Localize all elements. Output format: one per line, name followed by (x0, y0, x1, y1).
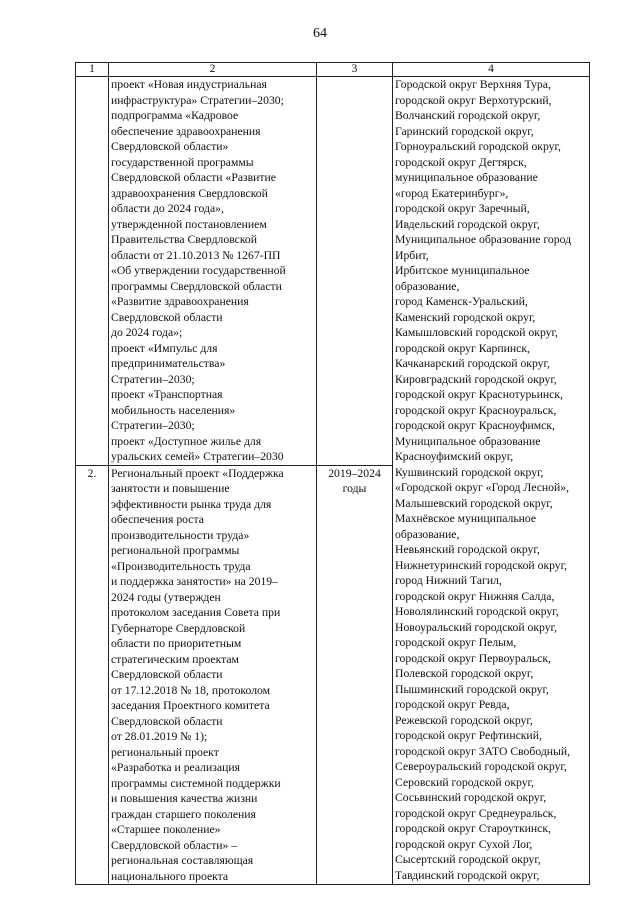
description-line: национального проекта (111, 869, 229, 883)
description-line: «Старшее поколение» (111, 823, 221, 836)
description-line: и поддержка занятости» на 2019– (111, 575, 278, 588)
description-line: заседания Проектного комитета (111, 699, 270, 712)
district-item: городской округ Ревда, (395, 698, 510, 711)
row-period (317, 465, 393, 885)
district-item: городской округ Среднеуральск, (395, 806, 557, 820)
row-period (317, 77, 393, 466)
description-line: Свердловской области (111, 310, 223, 324)
district-item: Сысертский городской округ, (395, 853, 541, 866)
description-line: Свердловской области (111, 714, 223, 728)
description-line: эффективности рынка труда для (111, 497, 272, 511)
description-line: обеспечения роста (111, 513, 204, 526)
column-header: 2 (109, 63, 317, 77)
description-line: и повышения качества жизни (111, 792, 258, 805)
description-line: области по приоритетным (111, 637, 242, 650)
row-number (76, 77, 109, 466)
description-line: предпринимательства» (111, 357, 226, 370)
row-description (109, 465, 317, 885)
district-item: образование, (395, 527, 460, 541)
district-item: Муниципальное образование город (395, 233, 572, 246)
description-line: Свердловской области» – (111, 838, 238, 852)
description-line: от 28.01.2019 № 1); (111, 730, 208, 743)
district-item: Махнёвское муниципальное (395, 512, 537, 525)
description-line: «Разработка и реализация (111, 761, 240, 774)
description-line: 2024 годы (утвержден (111, 590, 221, 604)
district-item: Ирбитское муниципальное (395, 264, 530, 277)
district-item: городской округ Рефтинский, (395, 729, 542, 742)
district-item: город Каменск-Уральский, (395, 295, 528, 308)
period-line: 2019–2024 (328, 466, 381, 480)
description-line: государственной программы (111, 155, 254, 169)
description-line: Свердловской области (111, 668, 223, 681)
districts-list (393, 77, 590, 885)
district-item: городской округ Карпинск, (395, 341, 530, 355)
district-item: городской округ Заречный, (395, 202, 530, 215)
district-item: Нижнетуринский городской округ, (395, 558, 568, 572)
district-item: Режевской городской округ, (395, 713, 533, 727)
district-item: городской округ Дегтярск, (395, 155, 527, 169)
page-number: 64 (313, 26, 327, 41)
district-item: городской округ Красноуральск, (395, 403, 557, 417)
description-line: региональная составляющая (111, 854, 254, 867)
row-description (109, 77, 317, 466)
description-line: Свердловской области «Развитие (111, 171, 276, 184)
description-line: региональной программы (111, 544, 240, 557)
district-item: городской округ Верхотурский, (395, 93, 552, 107)
description-line: подпрограмма «Кадровое (111, 109, 239, 122)
district-item: Муниципальное образование (395, 434, 541, 448)
district-item: «Городской округ «Город Лесной», (395, 481, 570, 494)
description-line: Стратегии–2030; (111, 372, 195, 386)
description-line: проект «Доступное жилье для (111, 434, 262, 448)
district-item: Каменский городской округ, (395, 310, 536, 324)
district-item: образование, (395, 279, 460, 293)
description-line: проект «Транспортная (111, 388, 223, 401)
row-number: 2. (76, 465, 109, 885)
district-item: Сосьвинский городской округ, (395, 791, 547, 804)
district-item: Североуральский городской округ, (395, 760, 567, 773)
table-row (76, 77, 590, 466)
description-line: Правительства Свердловской (111, 233, 258, 246)
district-item: Серовский городской округ, (395, 775, 534, 789)
description-line: Губернаторе Свердловской (111, 621, 246, 635)
description-line: «Об утверждении государственной (111, 264, 286, 277)
description-line: занятости и повышение (111, 482, 230, 495)
district-item: Невьянский городской округ, (395, 543, 540, 556)
column-header: 3 (317, 63, 393, 77)
description-line: от 17.12.2018 № 18, протоколом (111, 683, 271, 697)
document-table (75, 62, 590, 885)
district-item: Волчанский городской округ, (395, 109, 541, 122)
description-line: Стратегии–2030; (111, 419, 195, 432)
district-item: Ирбит, (395, 248, 429, 262)
column-header: 4 (393, 63, 590, 77)
district-item: городской округ Краснотурьинск, (395, 388, 563, 401)
district-item: городской округ Нижняя Салда, (395, 589, 555, 603)
district-item: Новолялинский городской округ, (395, 605, 559, 618)
district-item: Качканарский городской округ, (395, 357, 550, 370)
description-line: мобильность населения» (111, 403, 236, 417)
district-item: Красноуфимский округ, (395, 450, 514, 463)
description-line: проект «Импульс для (111, 341, 218, 355)
description-line: региональный проект (111, 745, 219, 759)
district-item: муниципальное образование (395, 171, 538, 184)
description-line: граждан старшего поколения (111, 807, 256, 821)
column-header: 1 (76, 63, 109, 77)
district-item: «город Екатеринбург», (395, 186, 509, 200)
district-item: Пышминский городской округ, (395, 682, 549, 696)
district-item: городской округ Первоуральск, (395, 651, 551, 665)
district-item: Городской округ Верхняя Тура, (395, 78, 551, 91)
district-item: Ивдельский городской округ, (395, 217, 540, 231)
description-line: проект «Новая индустриальная (111, 78, 267, 91)
district-item: Малышевский городской округ, (395, 496, 553, 510)
district-item: Тавдинский городской округ, (395, 868, 540, 882)
district-item: Новоуральский городской округ, (395, 620, 557, 634)
district-item: Камышловский городской округ, (395, 326, 558, 339)
description-line: уральских семей» Стратегии–2030 (111, 450, 284, 463)
description-line: программы системной поддержки (111, 776, 281, 790)
description-line: Свердловской области» (111, 140, 229, 153)
description-line: области до 2024 года», (111, 202, 224, 215)
district-item: городской округ Красноуфимск, (395, 419, 555, 432)
description-line: программы Свердловской области (111, 279, 282, 293)
description-line: производительности труда» (111, 528, 250, 542)
description-line: до 2024 года»; (111, 326, 183, 339)
description-line: «Производительность труда (111, 559, 251, 573)
description-line: области от 21.10.2013 № 1267-ПП (111, 248, 281, 262)
district-item: город Нижний Тагил, (395, 574, 502, 587)
description-line: стратегическим проектам (111, 652, 239, 666)
period-line: годы (342, 482, 367, 495)
description-line: утвержденной постановлением (111, 217, 267, 231)
district-item: городской округ Пелым, (395, 636, 517, 649)
description-line: Региональный проект «Поддержка (111, 466, 284, 480)
description-line: здравоохранения Свердловской (111, 186, 268, 200)
table-header-row (76, 63, 590, 77)
district-item: Полевской городской округ, (395, 667, 534, 680)
description-line: протоколом заседания Совета при (111, 606, 281, 619)
district-item: городской округ Староуткинск, (395, 822, 551, 835)
description-line: обеспечение здравоохранения (111, 124, 261, 138)
district-item: городской округ ЗАТО Свободный, (395, 744, 571, 758)
description-line: инфраструктура» Стратегии–2030; (111, 93, 284, 107)
description-line: «Развитие здравоохранения (111, 295, 249, 308)
district-item: Кировградский городской округ, (395, 372, 557, 386)
district-item: Гаринский городской округ, (395, 124, 534, 138)
district-item: Кушвинский городской округ, (395, 465, 544, 479)
district-item: Горноуральский городской округ, (395, 140, 561, 153)
district-item: городской округ Сухой Лог, (395, 837, 533, 851)
